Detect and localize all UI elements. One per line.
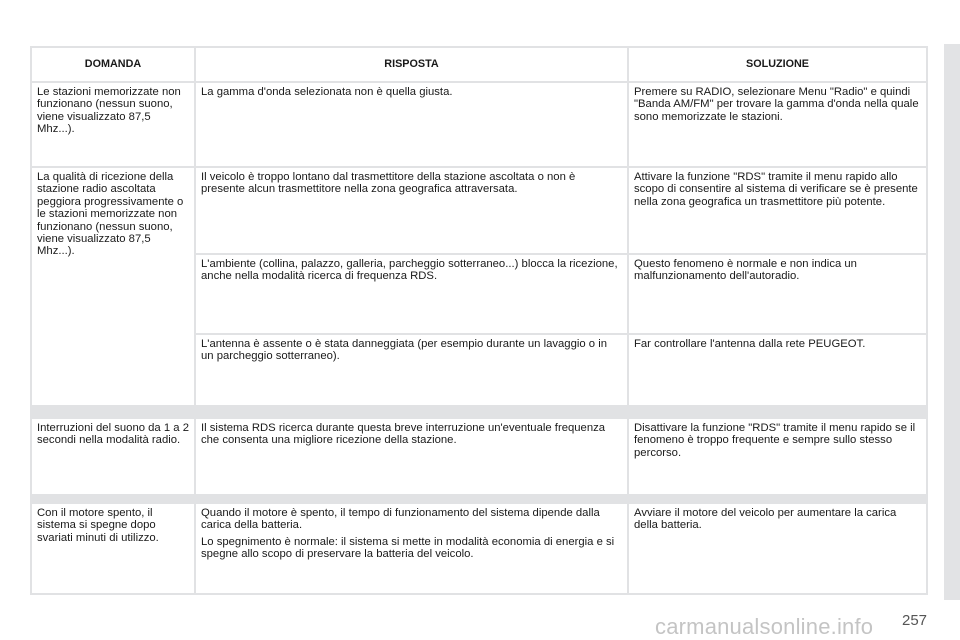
header-soluzione: SOLUZIONE xyxy=(629,48,926,81)
row6-risposta-line2: Lo spegnimento è normale: il sistema si mette in modalità economia di energia e si spegne allo scopo di preservare la batteria del veicolo. xyxy=(201,535,615,561)
row6-domanda: Con il motore spento, il sistema si spegne dopo svariati minuti di utilizzo. xyxy=(32,504,194,593)
header-risposta: RISPOSTA xyxy=(196,48,627,81)
row4-soluzione: Far controllare l'antenna dalla rete PEUGEOT. xyxy=(629,335,926,405)
row2-risposta: Il veicolo è troppo lontano dal trasmettitore della stazione ascoltata o non è presente alcun trasmettitore nella zona geografica attraversata. xyxy=(196,168,627,253)
troubleshooting-table xyxy=(30,46,928,595)
row1-risposta: La gamma d'onda selezionata non è quella giusta. xyxy=(196,83,627,166)
row2-domanda: La qualità di ricezione della stazione radio ascoltata peggiora progressivamente o le stazioni memorizzate non funzionano (nessun suono, viene visualizzato 87,5 Mhz...). xyxy=(32,168,194,405)
page-number: 257 xyxy=(902,612,928,629)
row3-soluzione: Questo fenomeno è normale e non indica un malfunzionamento dell'autoradio. xyxy=(629,255,926,333)
header-domanda: DOMANDA xyxy=(32,48,194,81)
row6-risposta-line1: Quando il motore è spento, il tempo di funzionamento del sistema dipende dalla carica della batteria. xyxy=(201,507,600,532)
row1-domanda: Le stazioni memorizzate non funzionano (nessun suono, viene visualizzato 87,5 Mhz...). xyxy=(32,83,194,166)
row6-risposta xyxy=(196,504,627,593)
row3-risposta: L'ambiente (collina, palazzo, galleria, parcheggio sotterraneo...) blocca la ricezione, anche nella modalità ricerca di frequenza RDS. xyxy=(196,255,627,333)
row5-soluzione: Disattivare la funzione "RDS" tramite il menu rapido se il fenomeno è troppo frequente e sempre sullo stesso percorso. xyxy=(629,419,926,494)
row1-soluzione: Premere su RADIO, selezionare Menu "Radio" e quindi "Banda AM/FM" per trovare la gamma d'onda nella quale sono memorizzate le stazioni. xyxy=(629,83,926,166)
row6-soluzione: Avviare il motore del veicolo per aumentare la carica della batteria. xyxy=(629,504,926,593)
row2-soluzione: Attivare la funzione "RDS" tramite il menu rapido allo scopo di consentire al sistema di verificare se è presente nella zona geografica un trasmettitore più potente. xyxy=(629,168,926,253)
row4-risposta: L'antenna è assente o è stata danneggiata (per esempio durante un lavaggio o in un parcheggio sotterraneo). xyxy=(196,335,627,405)
watermark: carmanualsonline.info xyxy=(655,614,874,639)
row5-domanda: Interruzioni del suono da 1 a 2 secondi nella modalità radio. xyxy=(32,419,194,494)
row5-risposta: Il sistema RDS ricerca durante questa breve interruzione un'eventuale frequenza che consenta una migliore ricezione della stazione. xyxy=(196,419,627,494)
page-edge-tab xyxy=(944,44,960,600)
